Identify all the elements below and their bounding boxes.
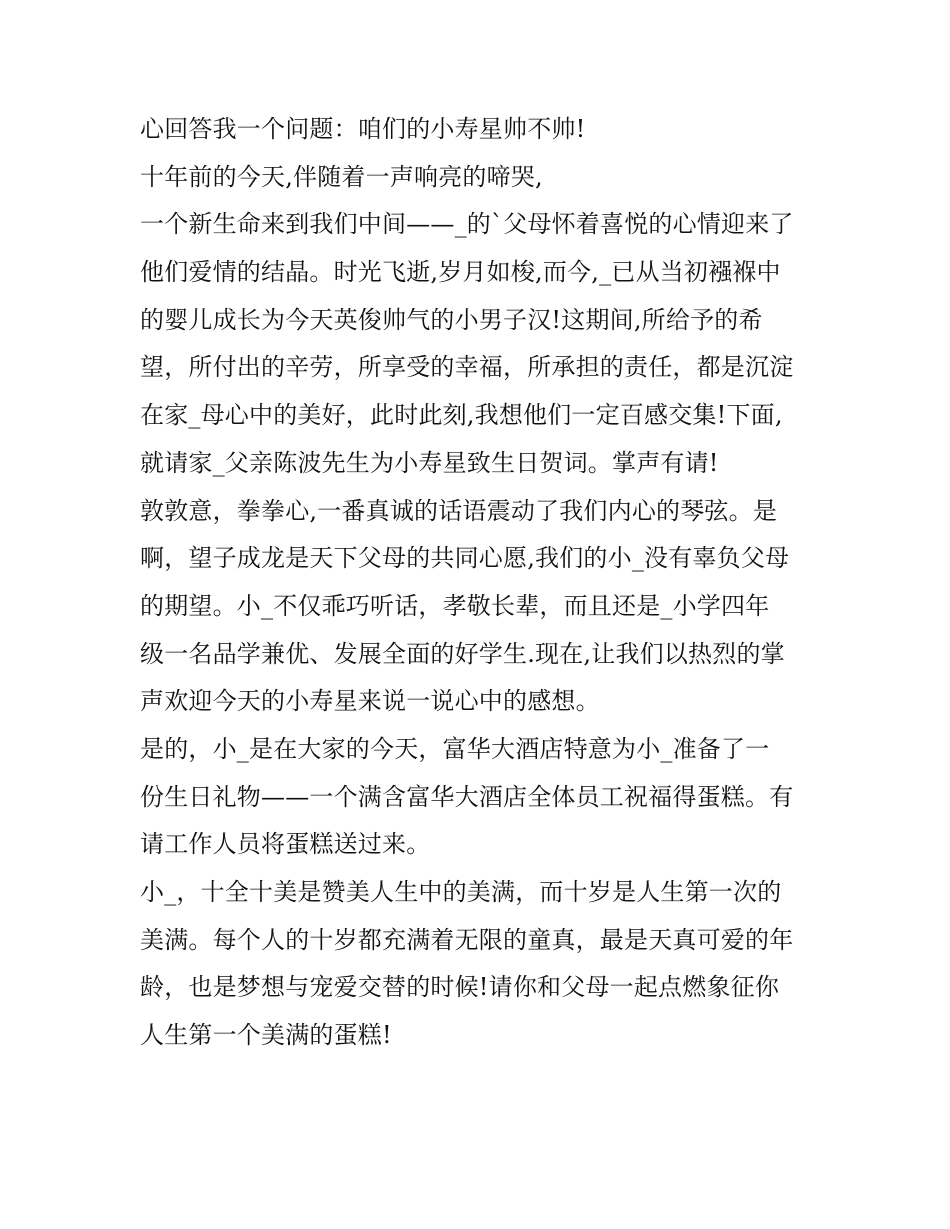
text-line: 级一名品学兼优、发展全面的好学生.现在,让我们以热烈的掌	[140, 639, 785, 668]
text-line: 是的，小_是在大家的今天，富华大酒店特意为小_准备了一	[140, 734, 770, 763]
text-line: 美满。每个人的十岁都充满着无限的童真，最是天真可爱的年	[140, 925, 794, 954]
text-line: 敦敦意，拳拳心,一番真诚的话语震动了我们内心的琴弦。是	[140, 496, 778, 525]
text-line: 就请家_父亲陈波先生为小寿星致生日贺词。掌声有请!	[140, 448, 719, 477]
text-line: 的婴儿成长为今天英俊帅气的小男子汉!这期间,所给予的希	[140, 305, 763, 334]
text-line: 龄，也是梦想与宠爱交替的时候!请你和父母一起点燃象征你	[140, 973, 780, 1002]
text-line: 一个新生命来到我们中间——_的`父母怀着喜悦的心情迎来了	[140, 210, 794, 239]
text-line: 在家_母心中的美好，此时此刻,我想他们一定百感交集!下面,	[140, 401, 783, 430]
text-line: 啊，望子成龙是天下父母的共同心愿,我们的小_没有辜负父母	[140, 544, 790, 573]
text-line: 的期望。小_不仅乖巧听话，孝敬长辈，而且还是_小学四年	[140, 591, 770, 620]
text-line: 心回答我一个问题：咱们的小寿星帅不帅!	[140, 115, 586, 143]
text-line: 小_，十全十美是赞美人生中的美满，而十岁是人生第一次的	[140, 878, 782, 906]
document-body	[140, 106, 820, 1060]
text-line: 声欢迎今天的小寿星来说一说心中的感想。	[140, 687, 600, 716]
text-line: 份生日礼物——一个满含富华大酒店全体员工祝福得蛋糕。有	[140, 782, 794, 811]
text-line: 他们爱情的结晶。时光飞逝,岁月如梭,而今,_已从当初襁褓中	[140, 258, 781, 287]
text-line: 望，所付出的辛劳，所享受的幸福，所承担的责任，都是沉淀	[140, 353, 794, 382]
text-line: 人生第一个美满的蛋糕!	[140, 1021, 392, 1050]
text-line: 十年前的今天,伴随着一声响亮的啼哭,	[140, 162, 543, 191]
text-line: 请工作人员将蛋糕送过来。	[140, 830, 431, 859]
